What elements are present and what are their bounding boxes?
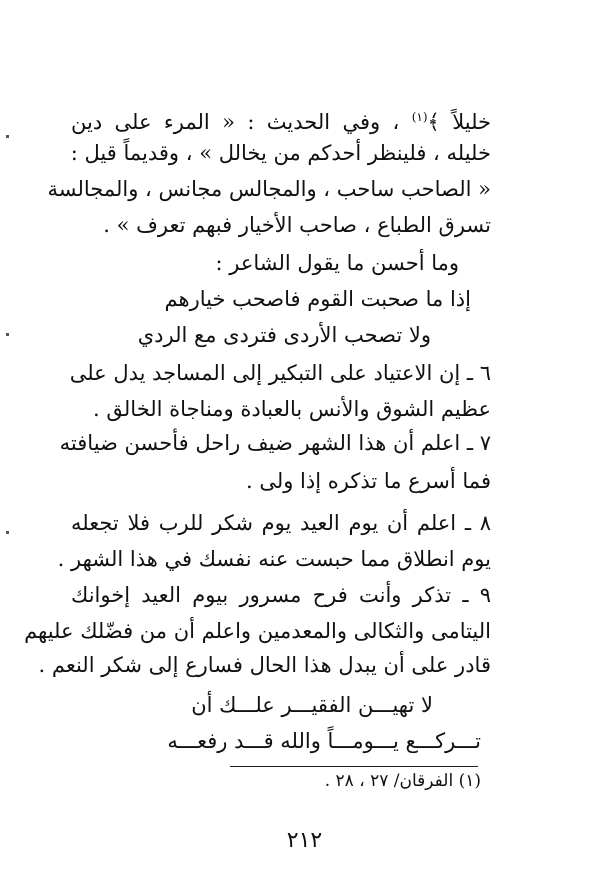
footnote-reference[interactable]: (١) bbox=[411, 110, 428, 124]
text-line-1-start: خليلاً ﴾ bbox=[427, 110, 491, 134]
footnote-separator bbox=[230, 766, 478, 767]
point-9-line-3: قادر على أن يبدل هذا الحال فسارع إلى شكر النعم . bbox=[38, 653, 491, 677]
text-line-4: تسرق الطباع ، صاحب الأخيار فبهم تعرف » . bbox=[103, 213, 491, 237]
text-line-1-rest: ، وفي الحديث : « المرء على دين bbox=[71, 110, 412, 134]
point-9-line-1: ٩ ـ تذكر وأنت فرح مسرور بيوم العيد إخوانك bbox=[71, 583, 491, 607]
margin-mark bbox=[6, 333, 9, 336]
margin-mark bbox=[6, 531, 9, 534]
point-7-line-2: فما أسرع ما تذكره إذا ولى . bbox=[245, 469, 491, 493]
poet-intro-line: وما أحسن ما يقول الشاعر : bbox=[215, 251, 459, 275]
point-8-line-1: ٨ ـ اعلم أن يوم العيد يوم شكر للرب فلا تجعله bbox=[71, 511, 491, 535]
poem1-hemistich-1: إذا ما صحبت القوم فاصحب خيارهم bbox=[164, 287, 471, 311]
poem2-hemistich-2: تـــركـــع يـــومـــاً والله قـــد رفعـــه bbox=[167, 729, 481, 753]
point-7-line-1: ٧ ـ اعلم أن هذا الشهر ضيف راحل فأحسن ضيافته bbox=[59, 431, 491, 455]
poem2-hemistich-1: لا تهيـــن الفقيـــر علـــك أن bbox=[191, 693, 433, 717]
point-9-line-2: اليتامى والثكالى والمعدمين واعلم أن من فضّلك عليهم bbox=[24, 619, 491, 643]
text-line-3: « الصاحب ساحب ، والمجالس مجانس ، والمجالسة bbox=[47, 177, 491, 201]
page-number: ٢١٢ bbox=[286, 828, 323, 853]
footnote-text: (١) الفرقان/ ٢٧ ، ٢٨ . bbox=[324, 771, 481, 791]
margin-mark bbox=[6, 135, 9, 138]
text-line-2: خليله ، فلينظر أحدكم من يخالل » ، وقديماً قيل : bbox=[70, 141, 491, 165]
point-6-line-1: ٦ ـ إن الاعتياد على التبكير إلى المساجد يدل على bbox=[69, 361, 491, 385]
point-8-line-2: يوم انطلاق مما حبست عنه نفسك في هذا الشهر . bbox=[57, 547, 491, 571]
text-line-1 bbox=[71, 102, 491, 137]
poem1-hemistich-2: ولا تصحب الأردى فتردى مع الردي bbox=[137, 323, 431, 347]
point-6-line-2: عظيم الشوق والأنس بالعبادة ومناجاة الخالق . bbox=[93, 397, 491, 421]
